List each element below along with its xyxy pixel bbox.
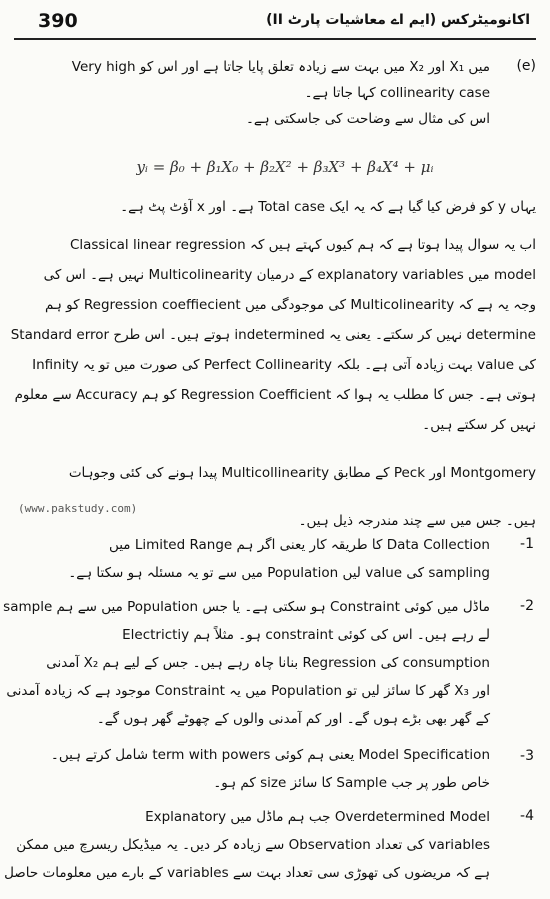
page-number: 390 (38, 10, 78, 32)
paragraph-line: کی value بہت زیادہ آتی ہے۔ بلکہ Perfect Collinearity کی صورت میں تو یہ Infinity (32, 357, 536, 373)
paragraph-line: ہیں۔ جس میں سے چند مندرجہ ذیل ہیں۔ (298, 513, 536, 529)
list-item-line: خاص طور پر جب Sample کا سائز size کم ہو۔ (213, 775, 490, 791)
section-e-line: اس کی مثال سے وضاحت کی جاسکتی ہے۔ (245, 111, 490, 127)
list-item-line: Data Collection کا طریقہ کار یعنی اگر ہم Limited Range میں (108, 537, 490, 553)
section-marker: (e) (516, 58, 536, 74)
list-item-line: ہے کہ مریضوں کی تھوڑی سی تعداد بہت سے variables کے بارے میں معلومات حاصل (4, 865, 490, 881)
list-item-line: لے رہے ہیں۔ اس کی کوئی constraint ہو۔ مثلاً ہم Electrictiy (122, 627, 490, 643)
paragraph-line: یہاں y کو فرض کیا گیا ہے کہ یہ ایک Total case ہے۔ اور x آؤٹ پٹ ہے۔ (120, 199, 536, 215)
list-item-line: Model Specification یعنی ہم کوئی term with powers شامل کرتے ہیں۔ (50, 747, 490, 763)
item-number: -1 (520, 536, 534, 552)
list-item-line: consumption کی Regression بنانا چاہ رہے ہیں۔ جس کے لیے ہم X₂ آمدنی (46, 655, 490, 671)
list-item-line: ماڈل میں کوئی Constraint ہو سکتی ہے۔ یا جس Population میں سے ہم sample (3, 599, 490, 615)
item-number: -4 (520, 808, 534, 824)
item-number: -2 (520, 598, 534, 614)
book-title: اکانومیٹرکس (ایم اے معاشیات پارٹ II) (266, 12, 530, 28)
list-item-line: کے گھر بھی بڑے ہوں گے۔ اور کم آمدنی والوں کے چھوٹے گھر ہوں گے۔ (96, 711, 490, 727)
page-header (14, 6, 536, 40)
list-item-line: اور X₃ گھر کا سائز لیں تو Population میں یہ Constraint موجود ہے کہ زیادہ آمدنی (6, 683, 490, 699)
paragraph-line: اب یہ سوال پیدا ہوتا ہے کہ ہم کیوں کہتے ہیں کہ Classical linear regression (69, 237, 536, 253)
list-item-line: variables کی تعداد Observation سے زیادہ کر دیں۔ یہ میڈیکل ریسرچ میں ممکن (16, 837, 490, 853)
list-item-line: sampling کی value لیں Population میں سے تو یہ مسئلہ ہو سکتا ہے۔ (68, 565, 490, 581)
item-number: -3 (520, 748, 534, 764)
paragraph-line: model میں explanatory variables کے درمیان Multicolinearity نہیں ہے۔ اس کی (43, 267, 536, 283)
list-item-line: Overdetermined Model جب ہم ماڈل میں Explanatory (145, 809, 490, 825)
paragraph-line: Montgomery اور Peck کے مطابق Multicollinearity پیدا ہونے کی کئی وجوہات (68, 465, 536, 481)
paragraph-line: وجہ یہ ہے کہ Multicolinearity کی موجودگی میں Regression coeffiecient کو ہم (44, 297, 536, 313)
paragraph-line: نہیں کر سکتے ہیں۔ (422, 417, 536, 433)
watermark: (www.pakstudy.com) (18, 502, 138, 515)
section-e-line: میں X₁ اور X₂ میں بہت سے زیادہ تعلق پایا جاتا ہے اور اس کو Very high (71, 59, 490, 75)
section-e-line: collinearity case کہا جاتا ہے۔ (304, 85, 490, 101)
paragraph-line: ہوتی ہے۔ جس کا مطلب یہ ہوا کہ Regression Coefficient کو ہم Accuracy سے معلوم (14, 387, 536, 403)
regression-formula: yᵢ = β₀ + β₁X₀ + β₂X² + β₃X³ + β₄X⁴ + μᵢ (136, 158, 434, 176)
paragraph-line: determine نہیں کر سکتے۔ یعنی یہ indetermined ہوتے ہیں۔ اس طرح Standard error (10, 327, 536, 343)
